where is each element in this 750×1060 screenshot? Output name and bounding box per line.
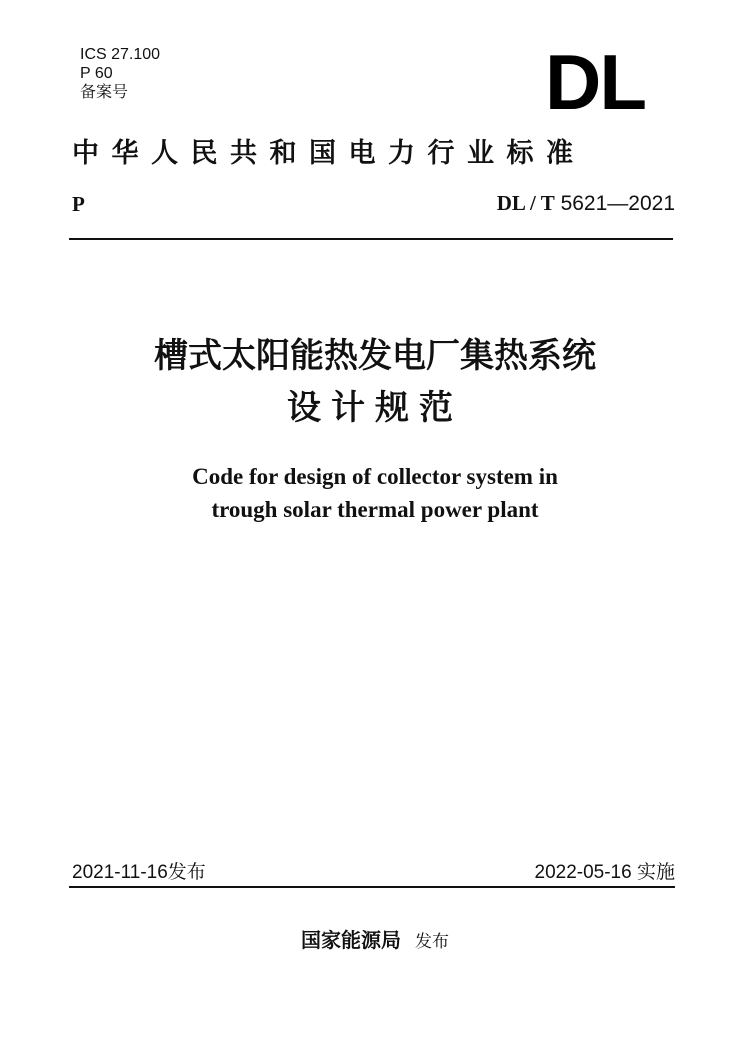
issue-date (72, 857, 206, 884)
english-title-line-2: trough solar thermal power plant (211, 497, 539, 522)
english-title (0, 460, 750, 526)
standard-code: 5621—2021 (560, 192, 675, 215)
ics-code: ICS 27.100 (80, 46, 161, 63)
footer-divider (69, 886, 675, 888)
issuer-name: 国家能源局 (301, 928, 401, 952)
effective-date-label: 实施 (636, 862, 675, 883)
industry-standard-title: 中华人民共和国电力行业标准 (72, 138, 586, 169)
dl-logo: DL (545, 38, 645, 126)
chinese-title-line-1: 槽式太阳能热发电厂集热系统 (154, 336, 596, 376)
issue-date-label: 发布 (167, 862, 206, 883)
issuer-action: 发布 (415, 932, 449, 952)
ccs-code: P 60 (80, 65, 113, 82)
issuing-authority (0, 924, 750, 953)
header-divider (69, 238, 673, 240)
chinese-title (0, 330, 750, 434)
metadata-block (80, 45, 160, 102)
standard-number (497, 191, 675, 216)
effective-date-value: 2022-05-16 (534, 862, 632, 883)
english-title-line-1: Code for design of collector system in (192, 464, 558, 489)
standard-prefix: DL / T (496, 191, 555, 215)
effective-date (535, 857, 676, 884)
chinese-title-line-2: 设计规范 (287, 388, 463, 428)
record-number-label: 备案号 (80, 84, 129, 101)
issue-date-value: 2021-11-16 (72, 862, 168, 883)
classification-code: P (72, 192, 85, 216)
